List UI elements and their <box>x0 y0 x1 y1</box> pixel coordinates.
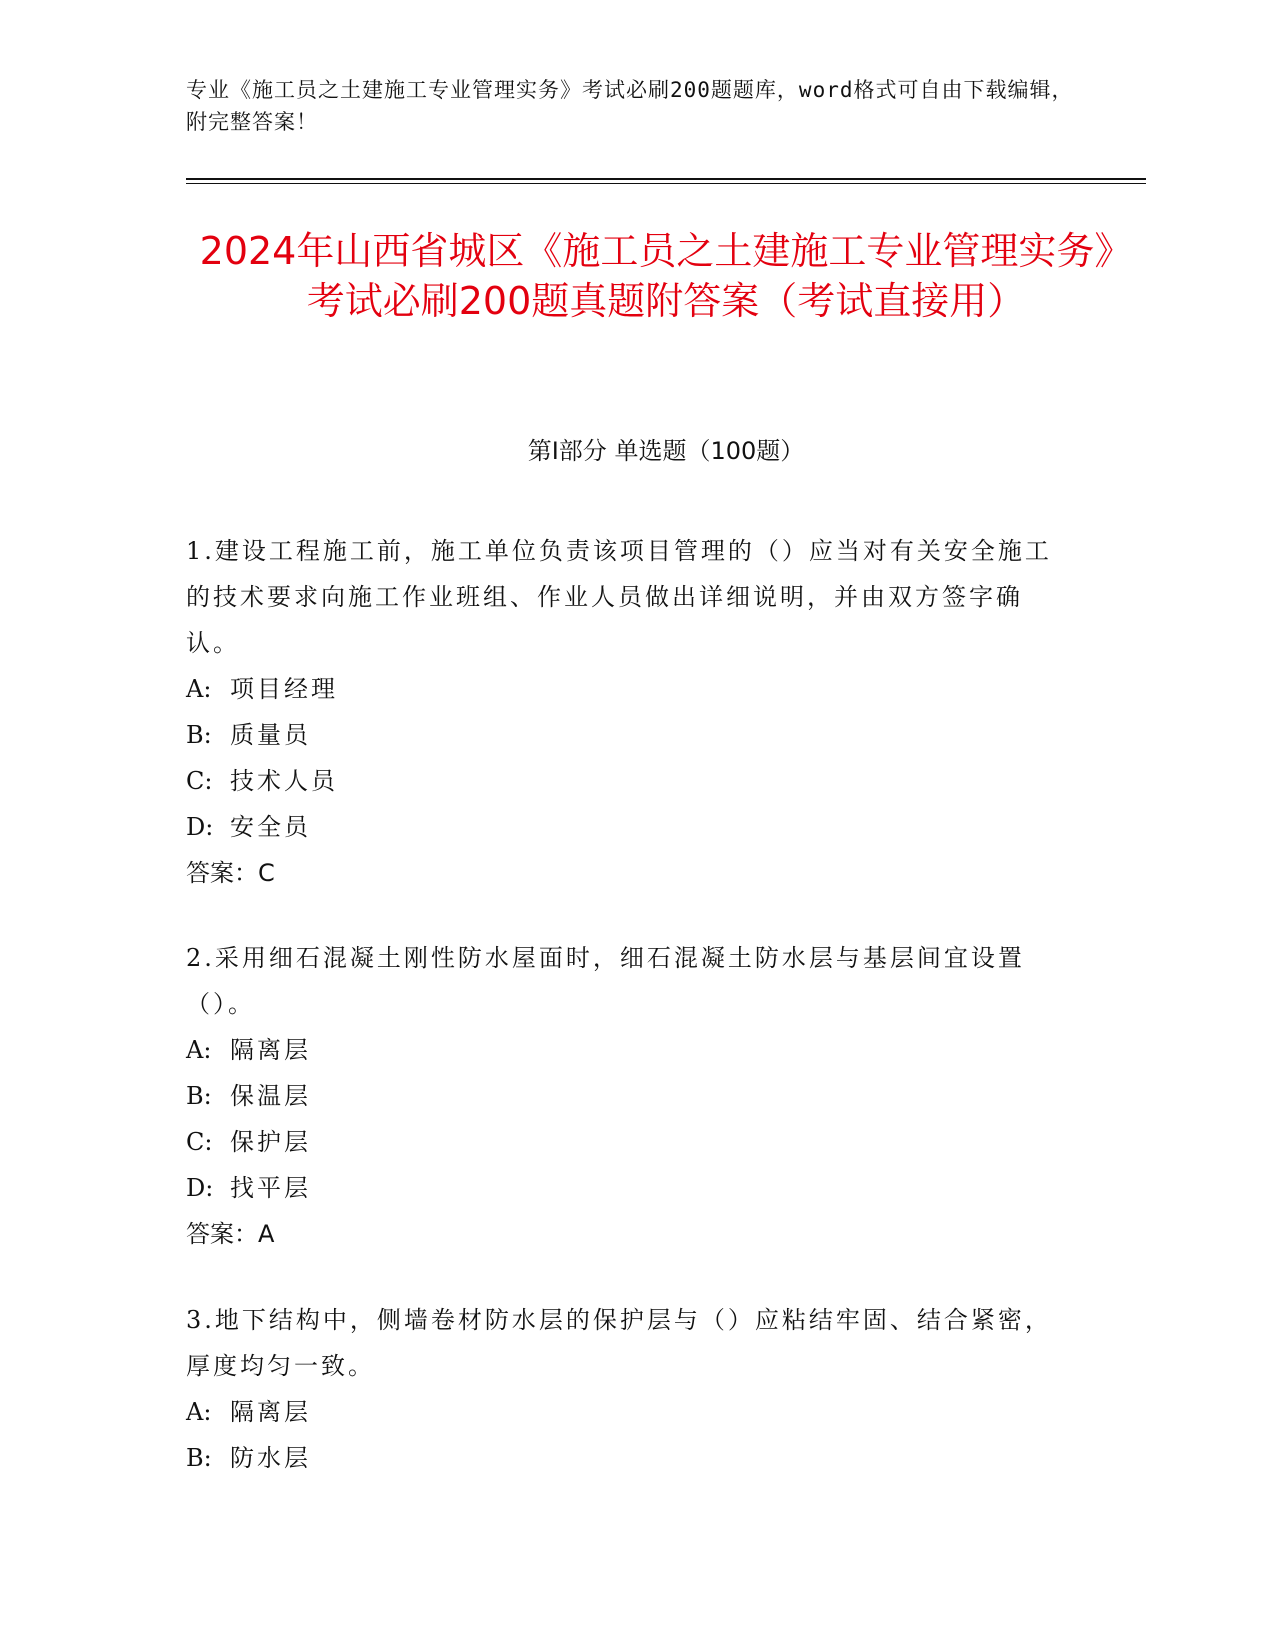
header-rule-thin <box>186 183 1146 184</box>
option-text: 保护层 <box>230 1128 311 1156</box>
option-b <box>186 1073 1056 1119</box>
question-text: 3.地下结构中，侧墙卷材防水层的保护层与（）应粘结牢固、结合紧密，厚度均匀一致。 <box>186 1306 1052 1380</box>
option-label: C: <box>186 767 213 795</box>
option-text: 防水层 <box>230 1444 311 1472</box>
option-c <box>186 758 1056 804</box>
answer: 答案：C <box>186 859 275 887</box>
option-text: 技术人员 <box>230 767 338 795</box>
question-3 <box>186 1297 1056 1481</box>
question-2 <box>186 935 1056 1257</box>
option-text: 项目经理 <box>230 675 338 703</box>
question-text: 2.采用细石混凝土刚性防水屋面时，细石混凝土防水层与基层间宜设置（）。 <box>186 944 1025 1018</box>
option-text: 安全员 <box>230 813 311 841</box>
question-text: 1.建设工程施工前，施工单位负责该项目管理的（）应当对有关安全施工的技术要求向施工作业班组、作业人员做出详细说明，并由双方签字确认。 <box>186 537 1052 657</box>
option-label: C: <box>186 1128 213 1156</box>
option-text: 隔离层 <box>230 1036 311 1064</box>
option-text: 找平层 <box>230 1174 311 1202</box>
option-a <box>186 1027 1056 1073</box>
option-b <box>186 712 1056 758</box>
option-label: A: <box>186 1398 212 1426</box>
option-a <box>186 666 1056 712</box>
option-label: A: <box>186 1036 212 1064</box>
option-label: B: <box>186 1082 212 1110</box>
option-d <box>186 804 1056 850</box>
option-text: 保温层 <box>230 1082 311 1110</box>
header-note: 专业《施工员之土建施工专业管理实务》考试必刷200题题库，word格式可自由下载编辑，附完整答案！ <box>186 78 1074 134</box>
answer: 答案：A <box>186 1220 275 1248</box>
option-d <box>186 1165 1056 1211</box>
header-rule-thick <box>186 178 1146 180</box>
section-heading: 第I部分 单选题（100题） <box>527 437 805 465</box>
option-a <box>186 1389 1056 1435</box>
question-1 <box>186 528 1056 896</box>
option-b <box>186 1435 1056 1481</box>
option-label: A: <box>186 675 212 703</box>
option-label: D: <box>186 1174 214 1202</box>
option-text: 隔离层 <box>230 1398 311 1426</box>
option-label: D: <box>186 813 214 841</box>
document-title: 2024年山西省城区《施工员之土建施工专业管理实务》考试必刷200题真题附答案（考试直接用） <box>199 229 1133 323</box>
option-text: 质量员 <box>230 721 311 749</box>
option-label: B: <box>186 721 212 749</box>
option-c <box>186 1119 1056 1165</box>
option-label: B: <box>186 1444 212 1472</box>
